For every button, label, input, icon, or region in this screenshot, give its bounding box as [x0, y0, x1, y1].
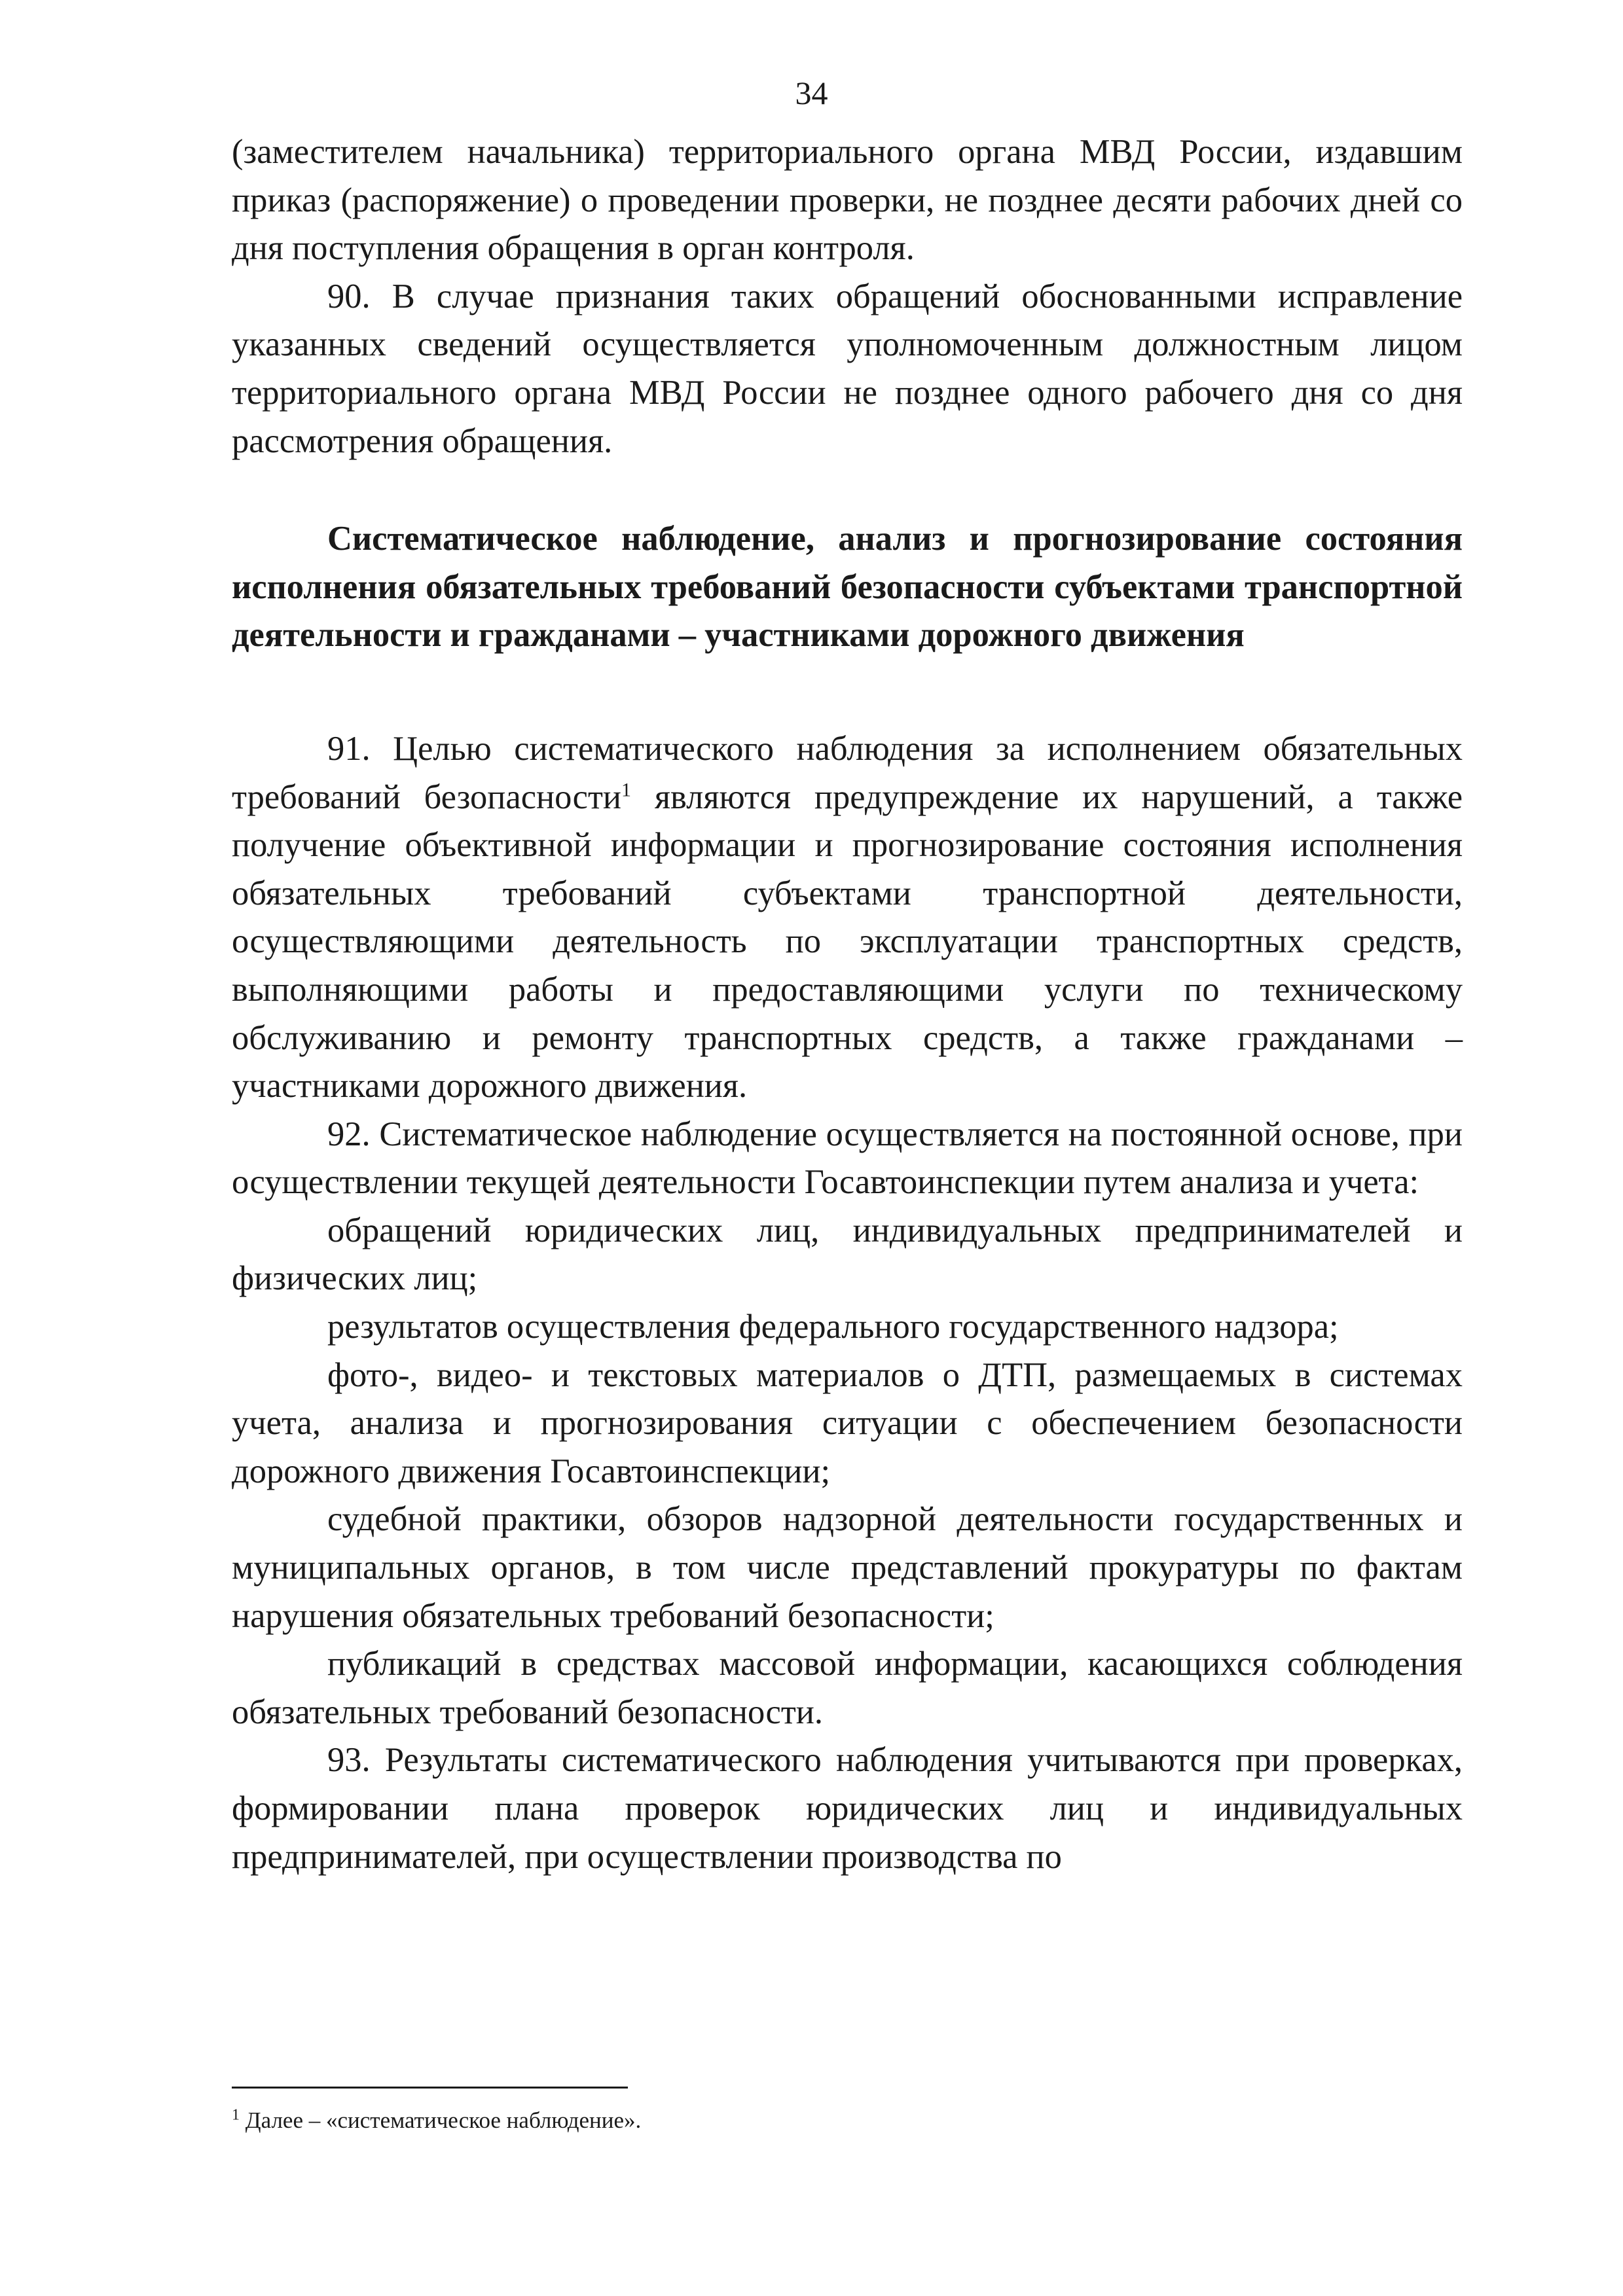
- paragraph-90: 90. В случае признания таких обращений обоснованными исправление указанных сведений осуществляется уполномоченным должностным лицом территориального органа МВД России не позднее одного рабочего дня со дня рассмотрения обращения.: [232, 277, 1463, 460]
- footnote-text: Далее – «систематическое наблюдение».: [240, 2108, 642, 2133]
- footnote-mark: 1: [232, 2106, 240, 2124]
- paragraph-91-text-end: являются предупреждение их нарушений, а также получение объективной информации и прогнозирование состояния исполнения обязательных требований субъектами транспортной деятельности, осуществляющими деятельность по эксплуатации транспортных средств, выполняющими работы и предоставляющими услуги по техническому обслуживанию и ремонту транспортных средств, а также гражданами – участниками дорожного движения.: [232, 778, 1463, 1105]
- list-item-appeals: обращений юридических лиц, индивидуальных предпринимателей и физических лиц;: [232, 1211, 1463, 1298]
- paragraph-91: [232, 725, 1463, 1111]
- page-number: 34: [795, 75, 828, 111]
- paragraph-continuation: (заместителем начальника) территориального органа МВД России, издавшим приказ (распоряжение) о проведении проверки, не позднее десяти рабочих дней со дня поступления обращения в орган контроля.: [232, 133, 1463, 268]
- footnote-divider: [232, 2087, 628, 2089]
- list-item-supervision-results: результатов осуществления федерального государственного надзора;: [327, 1308, 1339, 1346]
- paragraph-91-text-start: 91. Целью систематического наблюдения за исполнением обязательных требований безопасности: [232, 729, 1463, 816]
- footnote: [232, 2106, 1410, 2135]
- section-heading: Систематическое наблюдение, анализ и прогнозирование состояния исполнения обязательных требований безопасности субъектами транспортной деятельности и гражданами – участниками дорожного движения: [232, 520, 1463, 655]
- page-body: [232, 128, 1463, 1881]
- list-item-publications: публикаций в средствах массовой информации, касающихся соблюдения обязательных требований безопасности.: [232, 1645, 1463, 1731]
- list-item-judicial-practice: судебной практики, обзоров надзорной деятельности государственных и муниципальных органов, в том числе представлений прокуратуры по фактам нарушения обязательных требований безопасности;: [232, 1500, 1463, 1635]
- paragraph-92: 92. Систематическое наблюдение осуществляется на постоянной основе, при осуществлении текущей деятельности Госавтоинспекции путем анализа и учета:: [232, 1115, 1463, 1202]
- list-item-media-materials: фото-, видео- и текстовых материалов о ДТП, размещаемых в системах учета, анализа и прогнозирования ситуации с обеспечением безопасности дорожного движения Госавтоинспекции;: [232, 1355, 1463, 1490]
- footnote-reference: 1: [621, 779, 631, 801]
- paragraph-93: 93. Результаты систематического наблюдения учитываются при проверках, формировании плана проверок юридических лиц и индивидуальных предпринимателей, при осуществлении производства по: [232, 1741, 1463, 1876]
